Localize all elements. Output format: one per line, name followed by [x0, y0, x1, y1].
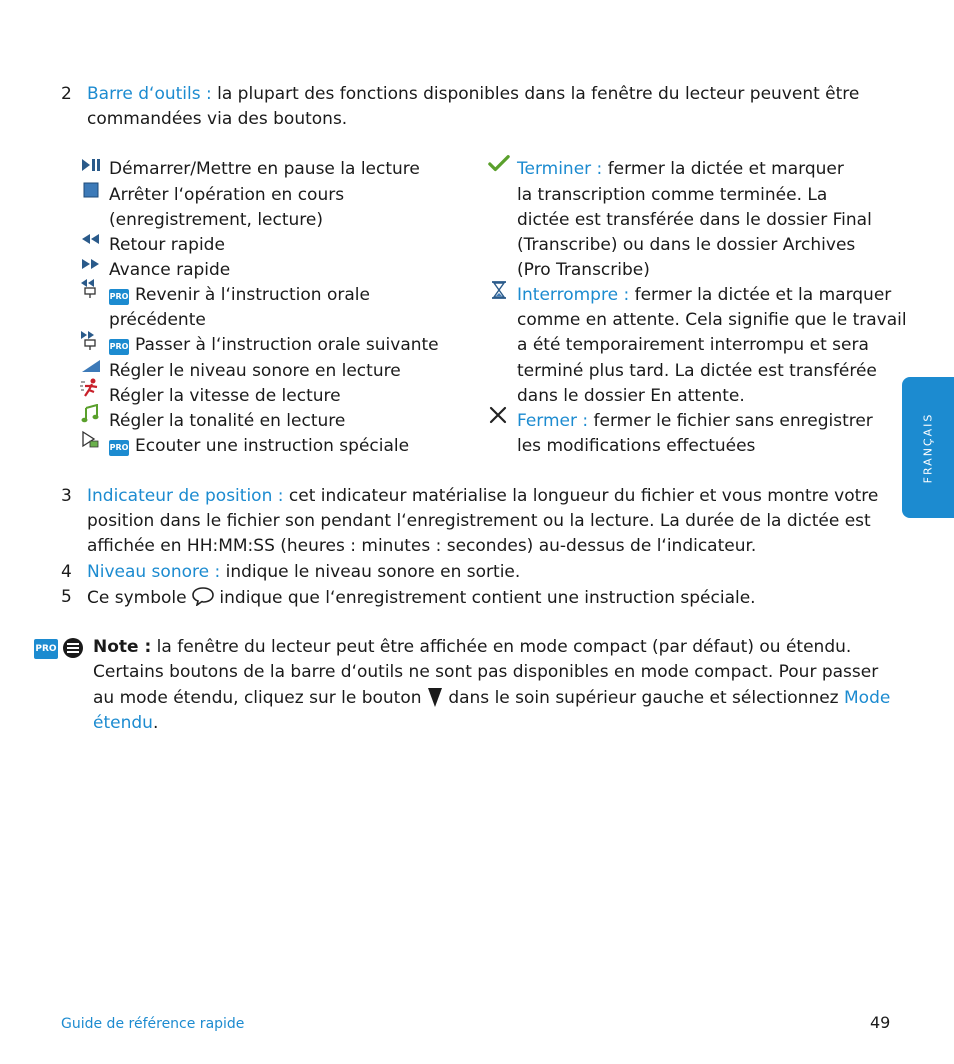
close-term: Fermer : [517, 411, 589, 431]
volume-label: Régler le niveau sonore en lecture [109, 361, 401, 381]
tone-label: Régler la tonalité en lecture [109, 411, 346, 431]
item5-text-a: Ce symbole [87, 588, 192, 608]
stop-label-1: Arrêter l‘opération en cours [109, 185, 345, 205]
note-text3a: au mode étendu, cliquez sur le bouton [93, 688, 427, 708]
note-end: . [152, 713, 159, 733]
note-icon [62, 637, 86, 659]
item3-term: Indicateur de position : [87, 486, 284, 506]
note-line1 [93, 636, 851, 658]
speed-icon [80, 378, 102, 398]
item2-term: Barre d‘outils : [87, 84, 212, 104]
special-instruction-line [109, 435, 409, 457]
mode-etendu-link-2: étendu [93, 713, 153, 733]
finish-line-1 [517, 158, 844, 180]
previous-instruction-icon [80, 278, 102, 298]
item5-line [87, 586, 756, 609]
item-number: 4 [61, 562, 72, 582]
footer-guide-title: Guide de référence rapide [61, 1016, 245, 1032]
item3-line3: affichée en HH:MM:SS (heures : minutes : secondes) au-dessus de l‘indicateur. [87, 536, 757, 556]
special-instruction-play-icon [80, 430, 102, 450]
note-line4 [93, 712, 158, 734]
previous-instruction-line [109, 284, 370, 306]
finish-text-1: fermer la dictée et marquer [602, 159, 844, 179]
page-number: 49 [870, 1013, 891, 1032]
item4-line [87, 561, 520, 583]
pro-badge: PRO [109, 339, 129, 355]
finish-line-3: dictée est transférée dans le dossier Final [517, 210, 872, 230]
play-pause-label: Démarrer/Mettre en pause la lecture [109, 159, 420, 179]
item5-text-b: indique que l‘enregistrement contient une instruction spéciale. [214, 588, 756, 608]
item4-text: indique le niveau sonore en sortie. [220, 562, 521, 582]
stop-icon [82, 181, 104, 201]
note-text3b: dans le soin supérieur gauche et sélectionnez [442, 688, 844, 708]
language-tab-label: FRANÇAIS [921, 412, 935, 483]
close-line-2: les modifications effectuées [517, 436, 756, 456]
speed-label: Régler la vitesse de lecture [109, 386, 341, 406]
note-text1: la fenêtre du lecteur peut être affichée en mode compact (par défaut) ou étendu. [151, 637, 852, 657]
close-text-1: fermer le fichier sans enregistrer [588, 411, 873, 431]
note-line3 [93, 686, 890, 709]
mode-etendu-link-1: Mode [844, 688, 891, 708]
next-instruction-label: Passer à l‘instruction orale suivante [135, 335, 439, 355]
note-line2: Certains boutons de la barre d‘outils ne sont pas disponibles en mode compact. Pour passer [93, 662, 879, 682]
rewind-label: Retour rapide [109, 235, 225, 255]
close-line-1 [517, 410, 873, 432]
next-instruction-line [109, 334, 439, 356]
pro-badge: PRO [34, 639, 58, 659]
previous-instruction-label-2: précédente [109, 310, 206, 330]
next-instruction-icon [80, 330, 102, 350]
item4-term: Niveau sonore : [87, 562, 221, 582]
suspend-line-5: dans le dossier En attente. [517, 386, 745, 406]
pro-badge: PRO [109, 289, 129, 305]
item2-line1 [87, 83, 859, 105]
item-number: 2 [61, 84, 72, 104]
suspend-line-1 [517, 284, 891, 306]
note-pro-badge-wrap [34, 637, 58, 659]
language-tab [902, 377, 954, 518]
finish-line-2: la transcription comme terminée. La [517, 185, 828, 205]
speech-bubble-icon [192, 586, 214, 606]
previous-instruction-label: Revenir à l‘instruction orale [135, 285, 370, 305]
finish-line-5: (Pro Transcribe) [517, 260, 650, 280]
suspend-text-1: fermer la dictée et la marquer [629, 285, 892, 305]
hourglass-icon [489, 280, 511, 300]
item-number: 5 [61, 587, 72, 607]
suspend-line-3: a été temporairement interrompu et sera [517, 335, 869, 355]
suspend-line-2: comme en attente. Cela signifie que le travail [517, 310, 907, 330]
item2-line2: commandées via des boutons. [87, 109, 348, 129]
checkmark-icon [488, 154, 510, 174]
volume-icon [80, 356, 102, 376]
suspend-line-4: terminé plus tard. La dictée est transférée [517, 361, 877, 381]
special-instruction-label: Ecouter une instruction spéciale [135, 436, 410, 456]
item-number: 3 [61, 486, 72, 506]
suspend-term: Interrompre : [517, 285, 630, 305]
finish-term: Terminer : [517, 159, 603, 179]
rewind-icon [80, 230, 102, 250]
play-pause-icon [80, 156, 102, 176]
item3-text1: cet indicateur matérialise la longueur du fichier et vous montre votre [283, 486, 879, 506]
note-label: Note : [93, 637, 152, 657]
pro-badge: PRO [109, 440, 129, 456]
item2-text1: la plupart des fonctions disponibles dans la fenêtre du lecteur peuvent être [211, 84, 860, 104]
stop-label-2: (enregistrement, lecture) [109, 210, 323, 230]
triangle-down-icon [427, 686, 443, 708]
tone-icon [81, 404, 103, 424]
fast-forward-icon [80, 255, 102, 275]
finish-line-4: (Transcribe) ou dans le dossier Archives [517, 235, 856, 255]
item3-line1 [87, 485, 878, 507]
item3-line2: position dans le fichier son pendant l‘enregistrement ou la lecture. La durée de la dictée est [87, 511, 871, 531]
forward-label: Avance rapide [109, 260, 231, 280]
close-icon [488, 405, 510, 425]
